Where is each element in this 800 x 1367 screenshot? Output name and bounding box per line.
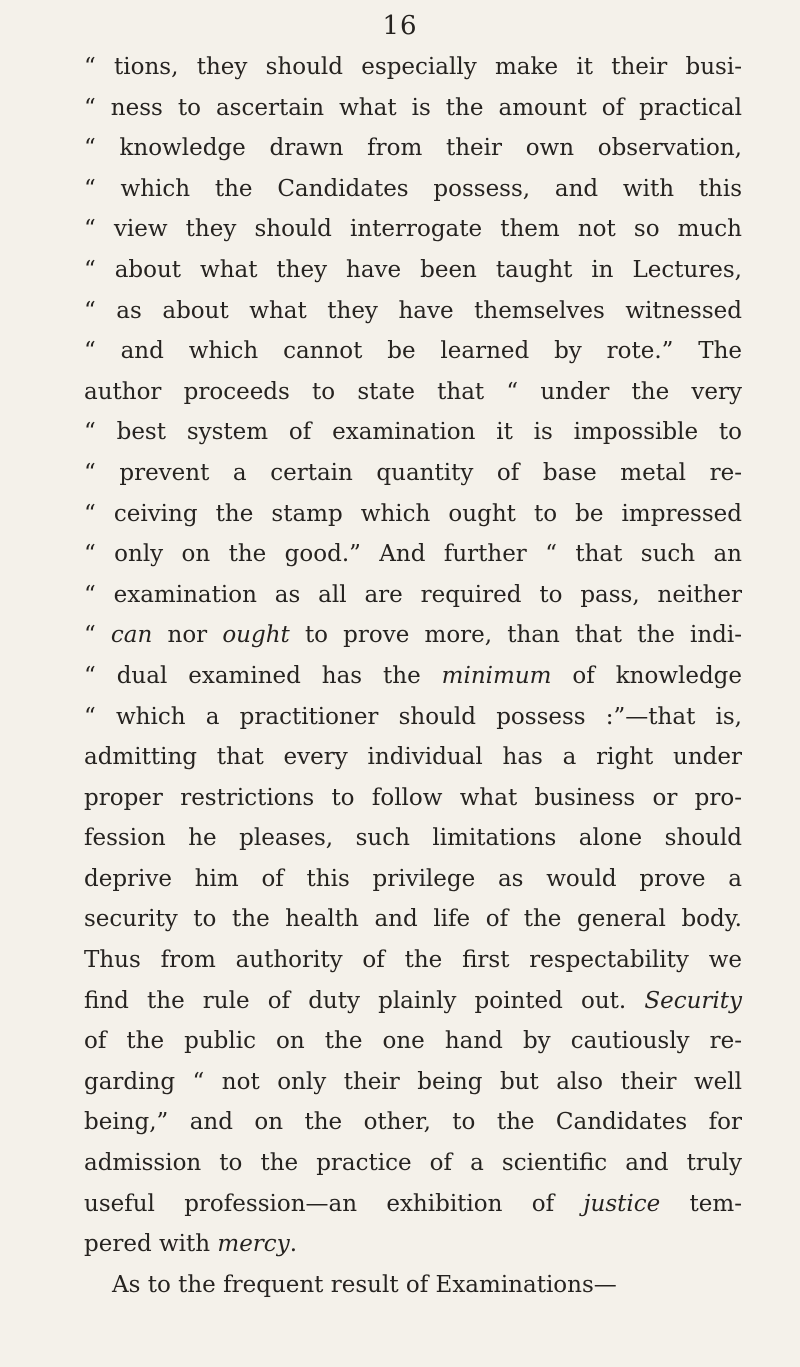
body-text (84, 47, 742, 1305)
text-segment: “ examination as all are required to pass, neither (84, 581, 742, 608)
text-line (84, 534, 742, 575)
text-segment: tem- (660, 1190, 742, 1217)
text-segment: “ ceiving the stamp which ought to be impressed (84, 500, 742, 527)
text-segment: “ best system of examination it is impossible to (84, 419, 742, 446)
text-segment: “ tions, they should especially make it their busi- (84, 54, 742, 80)
text-line (84, 372, 742, 413)
text-segment: “ and which cannot be learned by rote.” The (84, 338, 742, 365)
text-line (84, 778, 742, 819)
text-line (84, 250, 742, 291)
italic-text: justice (583, 1190, 661, 1217)
text-segment: “ about what they have been taught in Lectures, (84, 256, 742, 283)
text-line (84, 331, 742, 372)
italic-text: minimum (441, 662, 552, 689)
italic-text: mercy (217, 1231, 290, 1258)
text-line (84, 656, 742, 697)
text-line (84, 1265, 742, 1306)
text-segment: proper restrictions to follow what business or pro- (84, 784, 742, 811)
text-line (84, 981, 742, 1022)
text-segment: . (289, 1231, 297, 1258)
text-segment: “ as about what they have themselves witnessed (84, 297, 742, 324)
text-segment: “ dual examined has the (84, 662, 442, 689)
text-segment: Thus from authority of the first respectability we (84, 947, 742, 974)
italic-text: ought (222, 622, 290, 649)
text-segment: admitting that every individual has a right under (84, 744, 742, 771)
text-segment: to prove more, than that the indi- (289, 622, 742, 649)
italic-text: can (110, 622, 153, 649)
text-segment: security to the health and life of the general body. (84, 906, 742, 933)
text-line (84, 169, 742, 210)
text-segment: useful profession—an exhibition of (84, 1190, 584, 1217)
text-line (84, 1143, 742, 1184)
text-segment: deprive him of this privilege as would prove a (84, 865, 742, 892)
italic-text: Security (644, 987, 742, 1014)
text-line (84, 1224, 742, 1265)
page-number: 16 (382, 11, 418, 41)
text-line (84, 412, 742, 453)
text-segment: “ (84, 622, 111, 649)
text-segment: “ which a practitioner should possess :”—that is, (84, 703, 742, 730)
text-segment: being,” and on the other, to the Candidates for (84, 1109, 742, 1136)
text-segment: As to the frequent result of Examinations— (112, 1271, 617, 1298)
text-line (84, 818, 742, 859)
text-segment: pered with (84, 1231, 218, 1258)
text-line (84, 615, 742, 656)
text-segment: “ only on the good.” And further “ that such an (84, 541, 742, 568)
text-line (84, 940, 742, 981)
text-segment: nor (152, 622, 223, 649)
text-line (84, 209, 742, 250)
text-line (84, 453, 742, 494)
text-line (84, 494, 742, 535)
text-line (84, 1062, 742, 1103)
text-segment: “ prevent a certain quantity of base metal re- (84, 459, 742, 486)
text-line (84, 1184, 742, 1225)
text-line (84, 128, 742, 169)
text-line (84, 575, 742, 616)
text-line (84, 291, 742, 332)
text-segment: find the rule of duty plainly pointed out. (84, 987, 645, 1014)
text-line (84, 1102, 742, 1143)
text-segment: of knowledge (551, 662, 742, 689)
text-segment: fession he pleases, such limitations alone should (84, 825, 742, 852)
text-segment: “ ness to ascertain what is the amount of practical (84, 94, 742, 121)
text-segment: “ view they should interrogate them not so much (84, 216, 742, 243)
text-line (84, 697, 742, 738)
text-line (84, 47, 742, 88)
text-segment: author proceeds to state that “ under the very (84, 378, 742, 405)
text-line (84, 899, 742, 940)
text-segment: of the public on the one hand by cautiously re- (84, 1028, 742, 1055)
text-segment: admission to the practice of a scientific and truly (84, 1150, 742, 1177)
text-segment: “ knowledge drawn from their own observation, (84, 135, 742, 162)
text-line (84, 737, 742, 778)
text-segment: garding “ not only their being but also their well (84, 1068, 742, 1095)
text-segment: “ which the Candidates possess, and with this (84, 175, 742, 202)
text-line (84, 1021, 742, 1062)
text-line (84, 859, 742, 900)
text-line (84, 88, 742, 129)
